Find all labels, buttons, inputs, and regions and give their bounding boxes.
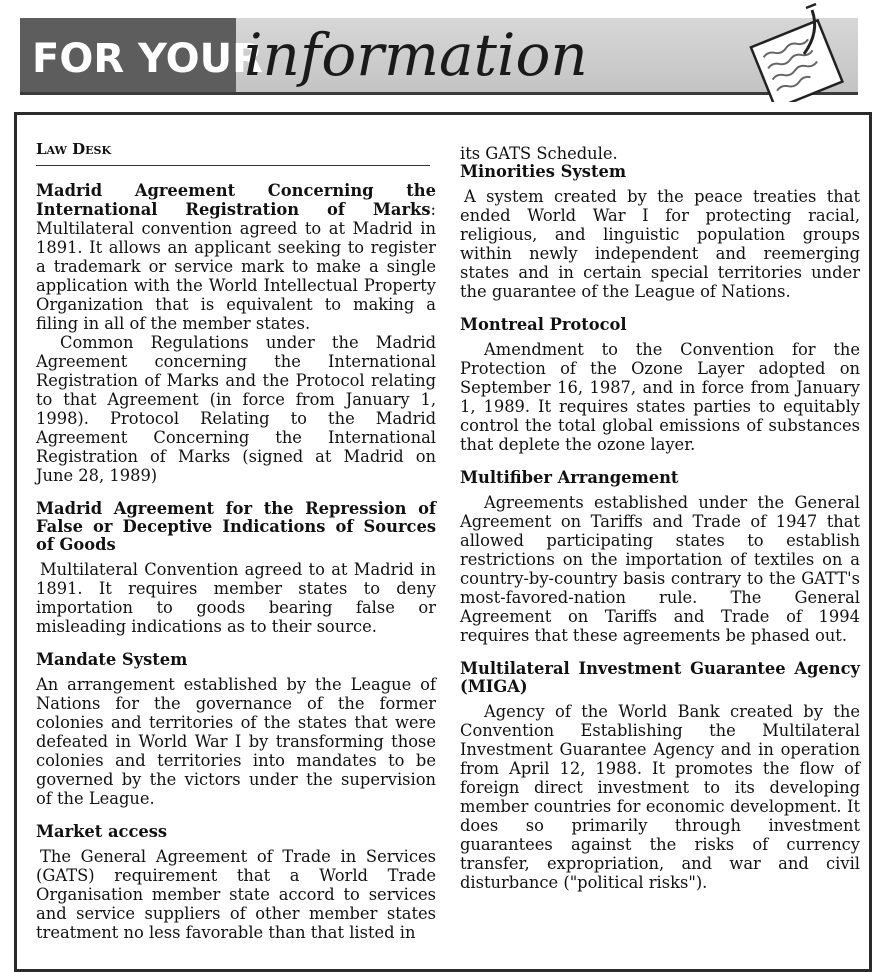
continuation-text: its GATS Schedule. <box>460 144 618 163</box>
entry-multifiber <box>460 469 860 645</box>
entry-minorities-system <box>460 163 860 301</box>
banner-title-italic: information <box>244 21 588 89</box>
entry-text: An arrangement established by the League of Nations for the governance of the former colonies and territories of the states that were defeated in World War I by transforming those colonies and territories into mandates to be governed by the victors under the supervision of the League. <box>36 675 436 808</box>
entry-heading: Multifiber Arrangement <box>460 468 679 487</box>
entry-text-2: Common Regulations under the Madrid Agreement concerning the International Registration of Marks and the Protocol relating to that Agreement (in force from January 1, 1998). Protocol Relating to the Madrid Agreement Concerning the International Registration of Marks (signed at Madrid on June 28, 1989) <box>36 333 436 485</box>
page-banner <box>20 18 858 95</box>
entry-heading: Multilateral Investment Guarantee Agency (MIGA) <box>460 659 860 696</box>
entry-miga <box>460 660 860 892</box>
entry-heading: Madrid Agreement Concerning the International Registration of Marks <box>36 181 436 219</box>
entry-heading: Market access <box>36 822 168 841</box>
entry-heading: Madrid Agreement for the Repression of False or Deceptive Indications of Sources of Goods <box>36 499 436 554</box>
right-column <box>460 144 860 907</box>
entry-text: Agreements established under the General Agreement on Tariffs and Trade of 1947 that allowed participating states to establish restrictions on the importation of textiles on a country-by-country basis contrary to the GATT's most-favored-nation rule. The General Agreement on Tariffs and Trade of 1994 requires that these agreements be phased out. <box>460 493 860 645</box>
entry-text: Amendment to the Convention for the Protection of the Ozone Layer adopted on September 16, 1987, and in force from January 1, 1989. It requires states parties to equitably control the total global emissions of substances that deplete the ozone layer. <box>460 340 860 454</box>
entry-text: The General Agreement of Trade in Services (GATS) requirement that a World Trade Organisation member state accord to services and service suppliers of other member states treatment no less favorable than that listed in <box>36 847 436 942</box>
section-label: Law Desk <box>36 140 430 166</box>
entry-text: Agency of the World Bank created by the Convention Establishing the Multilateral Investment Guarantee Agency and in operation from April 12, 1988. It promotes the flow of foreign direct investment to its developing member countries for economic development. It does so primarily through investment guarantees against the risks of currency transfer, expropriation, and war and civil disturbance ("political risks"). <box>460 702 860 892</box>
entry-heading: Mandate System <box>36 650 188 669</box>
banner-title-bold: FOR YOUR <box>32 36 263 82</box>
quill-paper-icon <box>720 2 879 102</box>
entry-madrid-marks <box>36 181 436 485</box>
entry-market-access <box>36 823 436 942</box>
left-column <box>36 140 436 957</box>
entry-text: Multilateral Convention agreed to at Madrid in 1891. It requires member states to deny importation to goods bearing false or misleading indications as to their source. <box>36 560 436 636</box>
entry-mandate-system <box>36 651 436 808</box>
entry-heading: Minorities System <box>460 162 627 181</box>
entry-heading: Montreal Protocol <box>460 315 627 334</box>
entry-text: A system created by the peace treaties that ended World War I for protecting racial, religious, and linguistic population groups within newly independent and reemerging states and in certain special territories under the guarantee of the League of Nations. <box>460 187 860 301</box>
entry-text: : Multilateral convention agreed to at Madrid in 1891. It allows an applicant seeking to register a trademark or service mark to make a single application with the World Intellectual Property Organization that is equivalent to making a filing in all of the member states. <box>36 200 436 333</box>
entry-montreal-protocol <box>460 316 860 454</box>
entry-madrid-false <box>36 500 436 636</box>
